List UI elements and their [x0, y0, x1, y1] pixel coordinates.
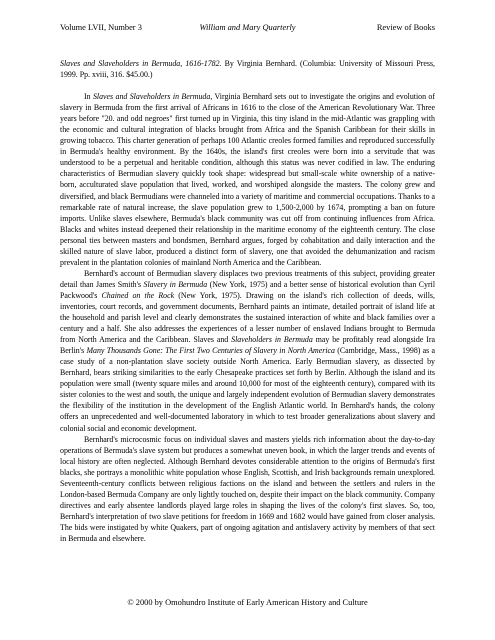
citation-details: By Virginia Bernhard. (Columbia: University of Missouri Press, 1999. Pp. xviii, 316. $45.00.) — [60, 59, 435, 80]
p2-title-4: Many Thousands Gone: The First Two Centuries of Slavery in North America — [86, 346, 335, 356]
paragraph-2 — [60, 268, 435, 434]
journal-title: William and Mary Quarterly — [199, 23, 296, 32]
p2-text-d: may be profitably read alongside Ira Berlin's — [60, 335, 435, 356]
p2-title-2: Chained on the Rock — [101, 290, 175, 300]
p1-text-b: Virginia Bernhard sets out to investigate the origins and evolution of slavery in Bermuda from the first arrival of Africans in 1616 to the close of the American Revolutionary War. Three years before "20. and odd negroes" first turned up in Virginia, this tiny island in the mid-Atlantic was grappling with the economic and cultural integration of blacks brought from Africa and the Spanish Caribbean for their skills in growing tobacco. This charter generation of perhaps 100 Atlantic creoles formed families and reproduced successfully in Bermuda's healthy environment. By the 1640s, the island's first creoles were born into a servitude that was understood to be a perpetual and heritable condition, although this status was never codified in law. The enduring characteristics of Bermudian slavery quickly took shape: widespread but small-scale white ownership of a native-born, acculturated slave population that lived, worked, and worshiped alongside the masters. The colony grew and diversified, and black Bermudians were channeled into a variety of maritime and commercial occupations. Thanks to a remarkable rate of natural increase, the slave population grew to 1,500-2,000 by 1674, prompting a ban on future imports. Unlike slaves elsewhere, Bermuda's black community was cut off from continuing influences from Africa. Blacks and whites instead deepened their relationship in the maritime economy of the eighteenth century. The close personal ties between masters and bondsmen, Bernhard argues, forged by cohabitation and daily interaction and the skilled nature of slave labor, produced a distinct form of slavery, one that avoided the dehumanization and racism prevalent in the plantation colonies of mainland North America and the Caribbean. — [60, 92, 436, 267]
review-body — [60, 58, 435, 544]
p1-text-a: In — [84, 92, 93, 102]
p2-text-a: Bernhard's account of Bermudian slavery displaces two previous treatments of this subject, providing greater detail than James Smith's — [60, 268, 435, 289]
page-header — [60, 22, 435, 34]
p2-text-c: (New York, 1975). Drawing on the island's rich collection of deeds, wills, inventories, court records, and government documents, Bernhard paints an intimate, detailed portrait of island life at the household and parish level and clearly demonstrates the sustained interaction of white and black families over a century and a half. She also addresses the experiences of a lesser number of enslaved Indians brought to Bermuda from North America and the Caribbean. Slaves and — [60, 290, 435, 345]
p2-text-b: (New York, 1975) and a better sense of historical evolution than Cyril Packwood's — [60, 279, 436, 300]
paragraph-1 — [60, 91, 435, 268]
volume-number: Volume LVII, Number 3 — [60, 23, 142, 32]
p1-book-title: Slaves and Slaveholders in Bermuda, — [92, 92, 213, 102]
p2-text-e: (Cambridge, Mass., 1998) as a case study of a non-plantation slave society outside North America. Early Bermudian slavery, as dissected by Bernhard, bears striking similarities to the early Chesapeake practices set forth by Berlin. Although the island and its population were small (twenty square miles and around 10,000 for most of the eighteenth century), compared with its sister colonies to the west and south, the unique and largely independent evolution of Bermudian slavery demonstrates the flexibility of the institution in the development of the English Atlantic world. In Bernhard's hands, the colony offers an unprecedented and well-documented laboratory in which to test broader generalizations about slavery and colonial social and economic development. — [60, 346, 435, 433]
book-title: Slaves and Slaveholders in Bermuda, 1616-1782. — [60, 59, 222, 68]
book-citation — [60, 58, 435, 80]
p2-title-3: Slaveholders in Bermuda — [231, 335, 313, 345]
paragraph-3: Bernhard's microcosmic focus on individual slaves and masters yields rich information about the day-to-day operations of Bermuda's slave system but produces a somewhat uneven book, in which the larger trends and events of local history are often neglected. Although Bernhard devotes considerable attention to the origins of Bermuda's first blacks, she portrays a monolithic white population whose English, Scottish, and Irish backgrounds remain unexplored. Seventeenth-century conflicts between religious factions on the island and between the settlers and rulers in the London-based Bermuda Company are only lightly touched on, despite their impact on the black community. Company directives and early absentee landlords played large roles in shaping the lives of the colony's first slaves. So, too, Bernhard's interpretation of two slave petitions for freedom in 1669 and 1682 would have gained from closer analysis. The bids were instigated by white Quakers, part of ongoing agitation and antislavery activity by members of that sect in Bermuda and elsewhere. — [60, 434, 435, 543]
section-name: Review of Books — [376, 23, 435, 32]
copyright-footer: © 2000 by Omohundro Institute of Early American History and Culture — [127, 598, 368, 607]
p2-title-1: Slavery in Bermuda — [143, 279, 208, 289]
